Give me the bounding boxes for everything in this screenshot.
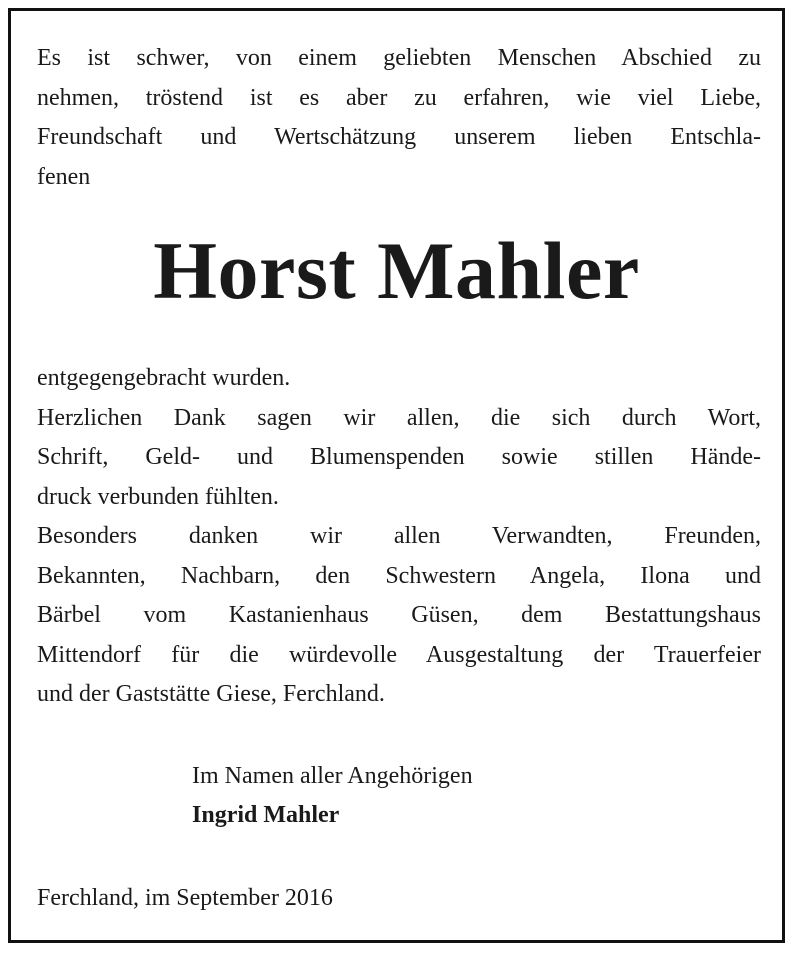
- thanks-line: Besonders danken wir allen Verwandten, Freunden,: [37, 523, 761, 549]
- thanks-line: Schrift, Geld- und Blumenspenden sowie stillen Hände-: [37, 444, 761, 470]
- signer-name: Ingrid Mahler: [192, 802, 340, 828]
- place-date: Ferchland, im September 2016: [37, 885, 333, 911]
- deceased-name: Horst Mahler: [153, 225, 640, 316]
- intro-line: nehmen, tröstend ist es aber zu erfahren, wie viel Liebe,: [37, 84, 761, 111]
- thanks-line: Bärbel vom Kastanienhaus Güsen, dem Bestattungshaus: [37, 602, 761, 628]
- thanks-line: Mittendorf für die würdevolle Ausgestaltung der Trauerfeier: [37, 641, 761, 668]
- signature-block: [192, 757, 473, 835]
- intro-line: Freundschaft und Wertschätzung unserem lieben Entschla-: [37, 124, 761, 150]
- thanks-line: und der Gaststätte Giese, Ferchland.: [37, 681, 385, 707]
- thanks-line: Bekannten, Nachbarn, den Schwestern Angela, Ilona und: [37, 562, 761, 589]
- thanks-paragraph: [37, 359, 761, 715]
- intro-line: Es ist schwer, von einem geliebten Menschen Abschied zu: [37, 45, 761, 71]
- intro-paragraph: [37, 39, 761, 197]
- thanks-line: druck verbunden fühlten.: [37, 483, 279, 510]
- obituary-notice: [8, 8, 785, 943]
- intro-line: fenen: [37, 163, 91, 190]
- thanks-line: entgegengebracht wurden.: [37, 365, 291, 391]
- thanks-line: Herzlichen Dank sagen wir allen, die sich durch Wort,: [37, 404, 761, 431]
- signature-intro: Im Namen aller Angehörigen: [192, 763, 473, 789]
